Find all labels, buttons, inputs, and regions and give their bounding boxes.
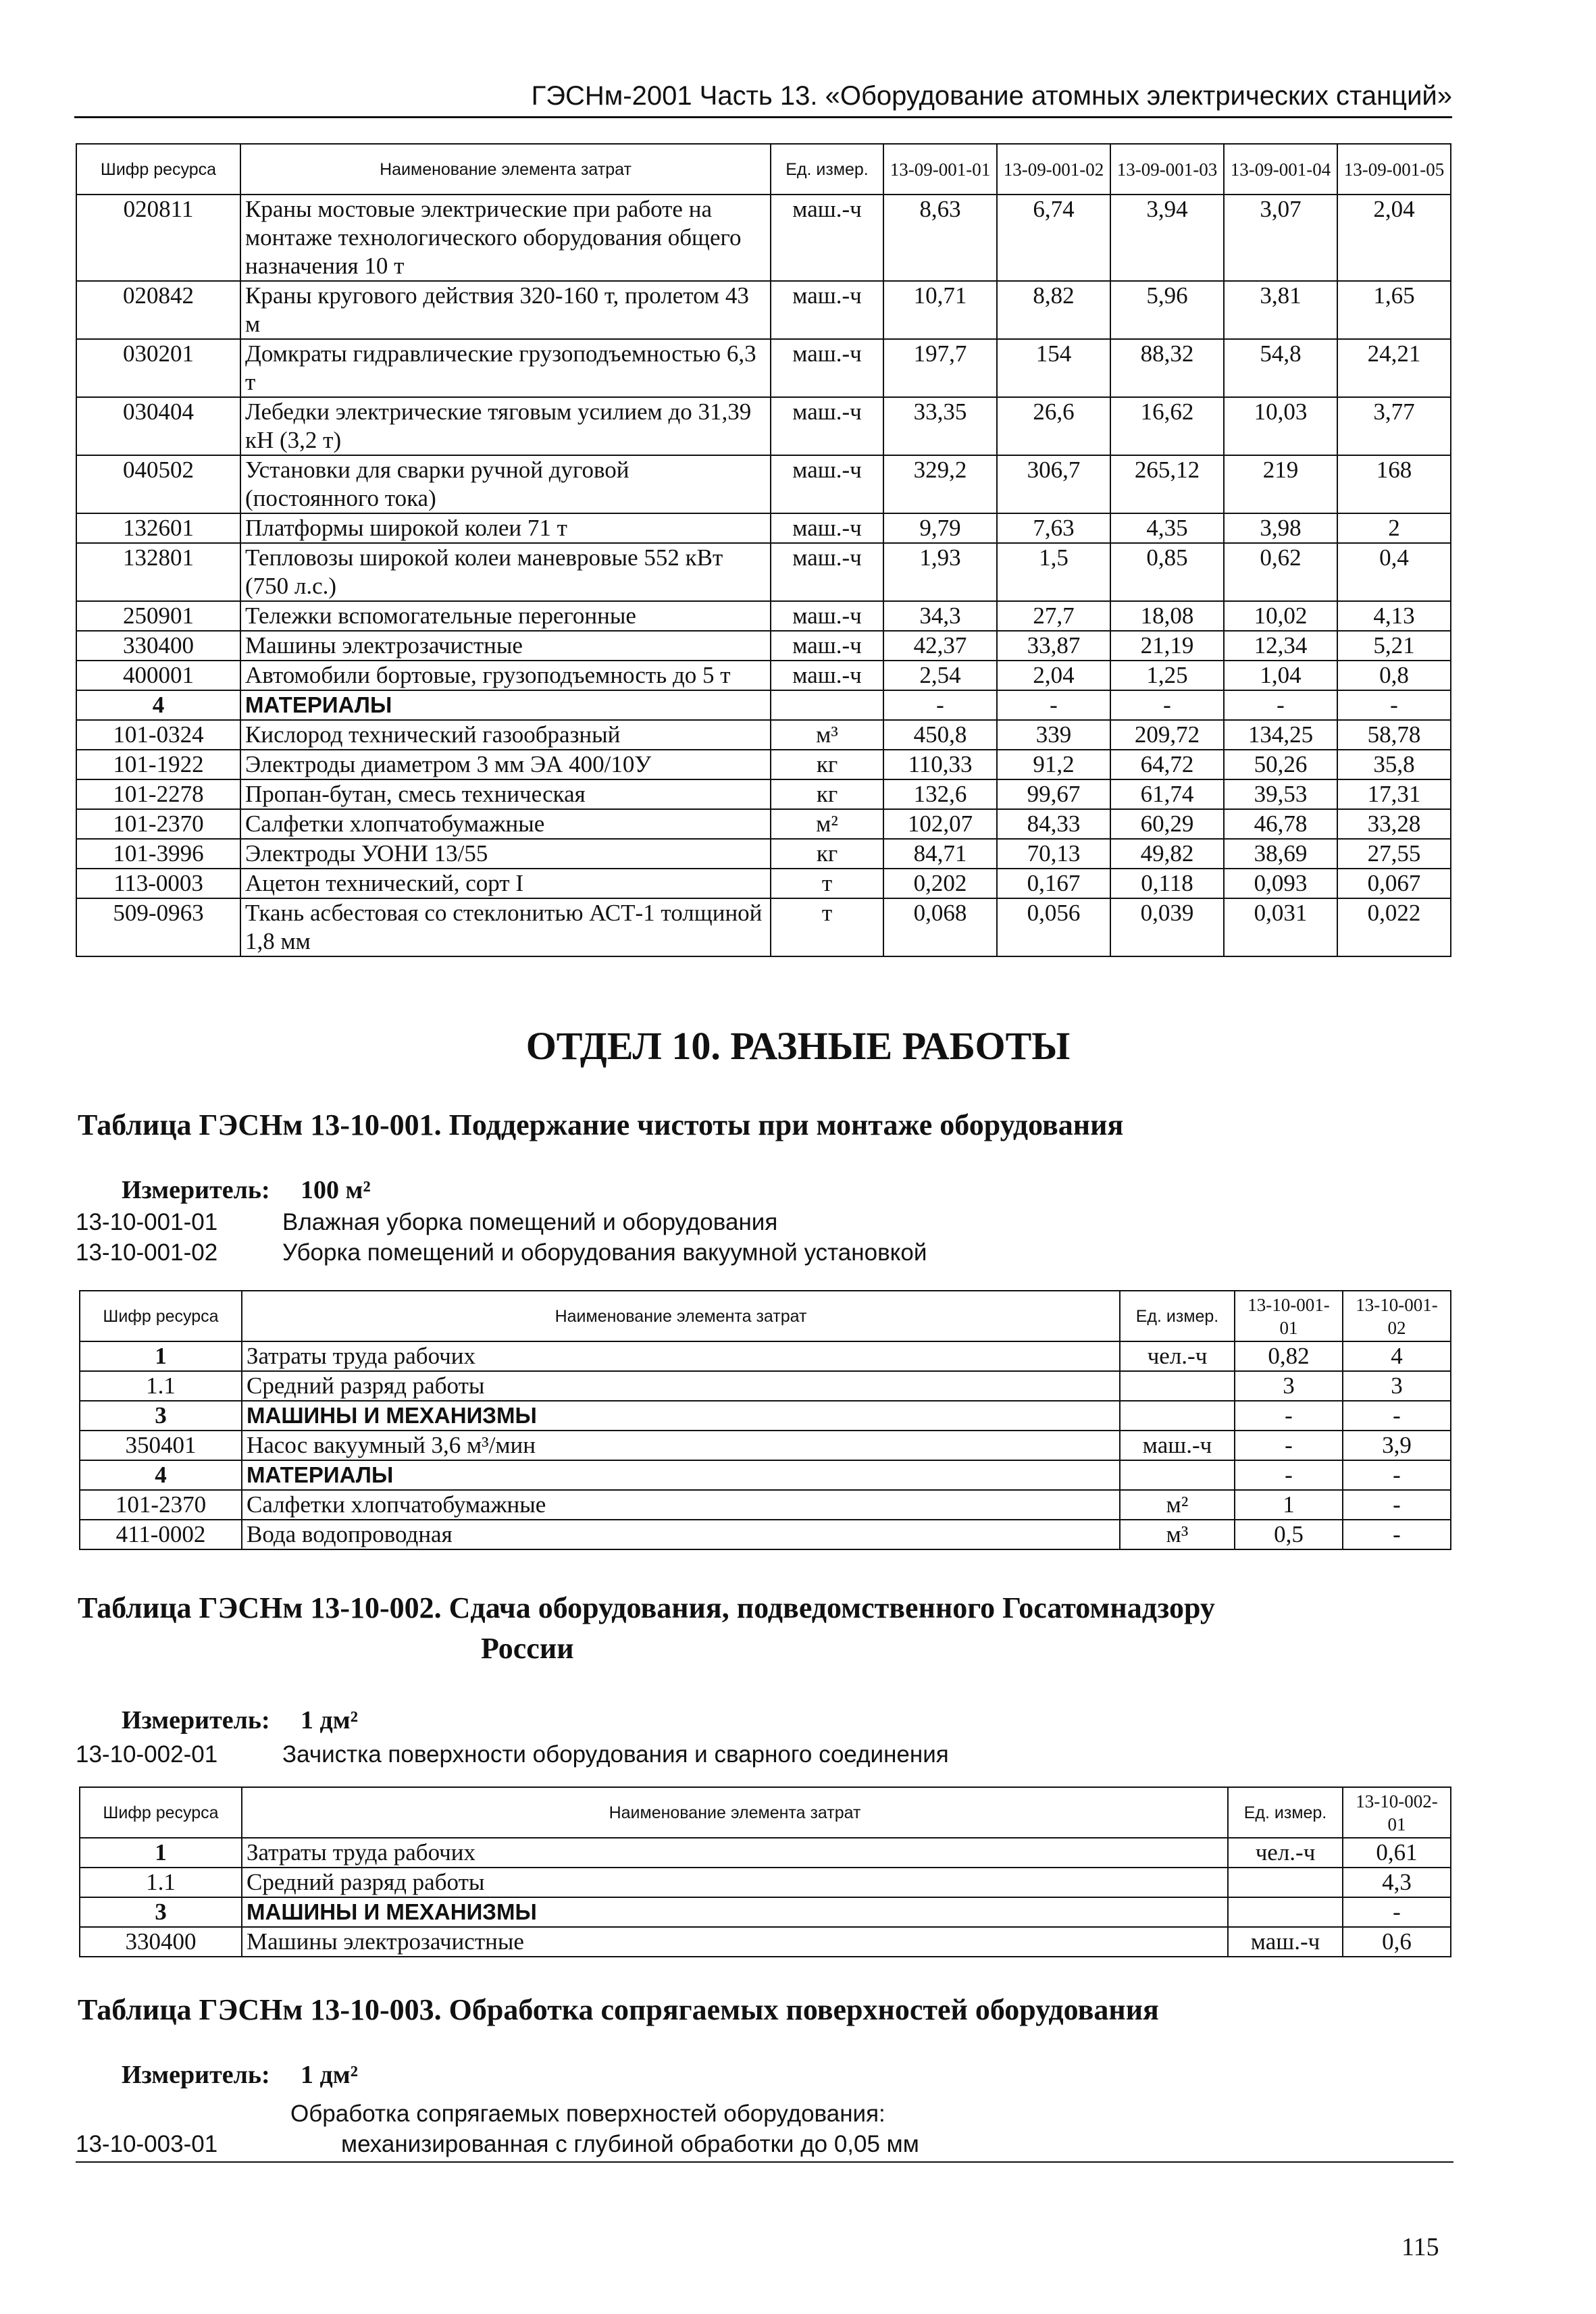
resource-value: 42,37 [883,631,997,661]
resource-unit: маш.-ч [771,543,883,601]
resource-code: 4 [76,690,240,720]
column-header: Шифр ресурса [80,1787,242,1838]
resource-value: 4,13 [1337,601,1451,631]
resource-value: - [1235,1460,1343,1490]
resource-value: 1,25 [1110,661,1224,690]
resource-value: 154 [997,339,1110,397]
resource-code: 1 [80,1341,242,1371]
resource-value: 1,04 [1224,661,1337,690]
table-title-13-10-002-cont: России [481,1632,574,1665]
resource-name: Краны мостовые электрические при работе на монтаже технологического оборудования общего назначения 10 т [240,195,771,281]
measure-value: 1 дм² [301,1706,358,1734]
resource-unit: маш.-ч [771,513,883,543]
resource-name: Автомобили бортовые, грузоподъемность до 5 т [240,661,771,690]
resource-value: 46,78 [1224,809,1337,839]
resource-unit: маш.-ч [771,631,883,661]
table-row [80,1460,1451,1490]
resource-value: 18,08 [1110,601,1224,631]
resource-unit: маш.-ч [1228,1927,1343,1957]
resource-value: 3,07 [1224,195,1337,281]
table-row [80,1868,1451,1897]
resource-code: 509-0963 [76,898,240,956]
resource-code: 3 [80,1401,242,1431]
resource-value: 1,65 [1337,281,1451,339]
resource-name: Салфетки хлопчатобумажные [242,1490,1120,1520]
resource-value: 24,21 [1337,339,1451,397]
resource-unit [1120,1371,1235,1401]
resource-value: 2,04 [997,661,1110,690]
table-row [76,195,1451,281]
resource-name: МАТЕРИАЛЫ [240,690,771,720]
resource-value: 0,4 [1337,543,1451,601]
resource-unit: чел.-ч [1228,1838,1343,1868]
table-row [80,1897,1451,1927]
resource-name: Насос вакуумный 3,6 м³/мин [242,1431,1120,1460]
resource-value: 1 [1235,1490,1343,1520]
resource-code: 101-3996 [76,839,240,869]
resource-value: 16,62 [1110,397,1224,455]
table-row [76,839,1451,869]
table-row [80,1490,1451,1520]
resource-value: 0,5 [1235,1520,1343,1549]
column-header: 13-09-001-03 [1110,144,1224,195]
column-header: 13-10-002-01 [1343,1787,1451,1838]
resource-unit: маш.-ч [771,339,883,397]
resource-name: Машины электрозачистные [242,1927,1228,1957]
resource-value: 0,6 [1343,1927,1451,1957]
resource-name: МАТЕРИАЛЫ [242,1460,1120,1490]
resource-unit: т [771,898,883,956]
resource-name: Кислород технический газообразный [240,720,771,750]
column-header: 13-10-001-01 [1235,1291,1343,1341]
resource-value: 3,98 [1224,513,1337,543]
resource-value: 0,62 [1224,543,1337,601]
resource-value: - [883,690,997,720]
table-row [80,1838,1451,1868]
resource-value: 33,35 [883,397,997,455]
resource-value: 33,87 [997,631,1110,661]
resource-name: Затраты труда рабочих [242,1838,1228,1868]
resource-value: 35,8 [1337,750,1451,779]
resource-value: 134,25 [1224,720,1337,750]
resource-value: - [1224,690,1337,720]
resource-unit: м² [771,809,883,839]
page-header: ГЭСНм-2001 Часть 13. «Оборудование атомных электрических станций» [531,81,1452,111]
resource-value: 265,12 [1110,455,1224,513]
resource-code: 040502 [76,455,240,513]
table-row [76,513,1451,543]
resource-value: 329,2 [883,455,997,513]
resource-value: 60,29 [1110,809,1224,839]
resource-value: 0,167 [997,869,1110,898]
item-desc: Зачистка поверхности оборудования и сварного соединения [282,1741,949,1768]
table-title-13-10-001: Таблица ГЭСНм 13-10-001. Поддержание чистоты при монтаже оборудования [78,1108,1124,1141]
measure-value: 1 дм² [301,2061,358,2089]
resource-name: Машины электрозачистные [240,631,771,661]
resource-code: 350401 [80,1431,242,1460]
resource-value: 0,022 [1337,898,1451,956]
resource-value: 84,71 [883,839,997,869]
resource-code: 101-2370 [80,1490,242,1520]
column-header: Ед. измер. [1228,1787,1343,1838]
table-row [80,1371,1451,1401]
resource-value: 0,039 [1110,898,1224,956]
resource-value: 21,19 [1110,631,1224,661]
table-row [76,631,1451,661]
resource-unit: кг [771,750,883,779]
table-row [76,455,1451,513]
table-row [76,281,1451,339]
resource-unit: м² [1120,1490,1235,1520]
resource-unit [1228,1897,1343,1927]
table-row [80,1431,1451,1460]
resource-unit: кг [771,779,883,809]
table-row [76,543,1451,601]
table-row [76,397,1451,455]
resource-value: - [1110,690,1224,720]
resource-value: 102,07 [883,809,997,839]
resource-table-13-10-002 [79,1786,1451,1957]
resource-unit [771,690,883,720]
resource-code: 101-0324 [76,720,240,750]
resource-name: Вода водопроводная [242,1520,1120,1549]
resource-value: 209,72 [1110,720,1224,750]
resource-value: - [1337,690,1451,720]
resource-value: 8,63 [883,195,997,281]
column-header: Шифр ресурса [80,1291,242,1341]
column-header: Ед. измер. [771,144,883,195]
table-row [76,869,1451,898]
resource-name: Установки для сварки ручной дуговой (постоянного тока) [240,455,771,513]
resource-value: 6,74 [997,195,1110,281]
resource-value: 39,53 [1224,779,1337,809]
resource-name: Пропан-бутан, смесь техническая [240,779,771,809]
table-row [76,779,1451,809]
bottom-rule [76,2161,1453,2163]
resource-value: 10,03 [1224,397,1337,455]
resource-value: 2,54 [883,661,997,690]
resource-name: Платформы широкой колеи 71 т [240,513,771,543]
resource-value: 3,77 [1337,397,1451,455]
resource-unit: маш.-ч [771,455,883,513]
resource-name: МАШИНЫ И МЕХАНИЗМЫ [242,1401,1120,1431]
resource-value: 61,74 [1110,779,1224,809]
resource-code: 113-0003 [76,869,240,898]
resource-value: 306,7 [997,455,1110,513]
resource-unit: маш.-ч [771,601,883,631]
resource-value: 2,04 [1337,195,1451,281]
resource-value: 10,71 [883,281,997,339]
resource-value: 3,81 [1224,281,1337,339]
table-row [76,339,1451,397]
resource-name: Ткань асбестовая со стеклонитью АСТ-1 толщиной 1,8 мм [240,898,771,956]
resource-name: Затраты труда рабочих [242,1341,1120,1371]
column-header: 13-09-001-02 [997,144,1110,195]
item-code: 13-10-001-01 [76,1209,218,1235]
table-title-13-10-002: Таблица ГЭСНм 13-10-002. Сдача оборудования, подведомственного Госатомнадзору [78,1591,1215,1624]
resource-value: - [1343,1460,1451,1490]
resource-table-13-10-001 [79,1290,1451,1550]
resource-name: Салфетки хлопчатобумажные [240,809,771,839]
resource-value: 2 [1337,513,1451,543]
resource-value: 38,69 [1224,839,1337,869]
column-header: 13-10-001-02 [1343,1291,1451,1341]
resource-value: 9,79 [883,513,997,543]
resource-value: 0,056 [997,898,1110,956]
table-row [76,690,1451,720]
resource-value: - [1343,1490,1451,1520]
column-header: 13-09-001-05 [1337,144,1451,195]
resource-value: 26,6 [997,397,1110,455]
resource-code: 4 [80,1460,242,1490]
resource-value: 132,6 [883,779,997,809]
resource-code: 132801 [76,543,240,601]
item-desc: механизированная с глубиной обработки до 0,05 мм [341,2131,919,2157]
resource-value: 0,61 [1343,1838,1451,1868]
resource-value: 0,093 [1224,869,1337,898]
resource-code: 330400 [76,631,240,661]
resource-value: 1,93 [883,543,997,601]
resource-unit: м³ [1120,1520,1235,1549]
resource-code: 101-2370 [76,809,240,839]
resource-value: 27,7 [997,601,1110,631]
item-desc: Уборка помещений и оборудования вакуумной установкой [282,1239,927,1266]
resource-value: 84,33 [997,809,1110,839]
resource-value: - [1343,1520,1451,1549]
resource-unit: кг [771,839,883,869]
measure-value: 100 м² [301,1176,371,1204]
resource-name: Тележки вспомогательные перегонные [240,601,771,631]
resource-value: 49,82 [1110,839,1224,869]
resource-unit: маш.-ч [771,281,883,339]
header-rule [74,116,1452,118]
column-header: Наименование элемента затрат [242,1291,1120,1341]
section-title: ОТДЕЛ 10. РАЗНЫЕ РАБОТЫ [525,1024,1071,1068]
resource-value: 3,9 [1343,1431,1451,1460]
resource-table-13-09 [76,143,1451,957]
resource-value: 7,63 [997,513,1110,543]
resource-code: 411-0002 [80,1520,242,1549]
column-header: 13-09-001-04 [1224,144,1337,195]
resource-value: 4,3 [1343,1868,1451,1897]
resource-value: 219 [1224,455,1337,513]
resource-value: 34,3 [883,601,997,631]
resource-value: 50,26 [1224,750,1337,779]
measure-label: Измеритель: [122,1176,270,1204]
resource-name: Средний разряд работы [242,1868,1228,1897]
table-row [80,1927,1451,1957]
column-header: Ед. измер. [1120,1291,1235,1341]
resource-value: 0,067 [1337,869,1451,898]
resource-value: 33,28 [1337,809,1451,839]
resource-code: 1.1 [80,1868,242,1897]
resource-value: 10,02 [1224,601,1337,631]
resource-name: Тепловозы широкой колеи маневровые 552 кВт (750 л.с.) [240,543,771,601]
table-row [76,898,1451,956]
resource-unit: маш.-ч [1120,1431,1235,1460]
resource-code: 330400 [80,1927,242,1957]
resource-code: 132601 [76,513,240,543]
resource-value: 0,82 [1235,1341,1343,1371]
resource-value: 0,85 [1110,543,1224,601]
resource-unit [1228,1868,1343,1897]
table-row [76,661,1451,690]
resource-value: 0,068 [883,898,997,956]
resource-name: Краны кругового действия 320-160 т, пролетом 43 м [240,281,771,339]
resource-value: 27,55 [1337,839,1451,869]
resource-value: 339 [997,720,1110,750]
table-row [80,1520,1451,1549]
resource-name: Лебедки электрические тяговым усилием до 31,39 кН (3,2 т) [240,397,771,455]
resource-code: 101-1922 [76,750,240,779]
resource-code: 400001 [76,661,240,690]
table-row [76,750,1451,779]
resource-value: 54,8 [1224,339,1337,397]
column-header: Наименование элемента затрат [240,144,771,195]
table-row [76,601,1451,631]
resource-name: Электроды УОНИ 13/55 [240,839,771,869]
table-row [80,1401,1451,1431]
resource-unit: т [771,869,883,898]
resource-value: - [997,690,1110,720]
item-desc: Влажная уборка помещений и оборудования [282,1209,778,1235]
resource-value: 64,72 [1110,750,1224,779]
resource-name: МАШИНЫ И МЕХАНИЗМЫ [242,1897,1228,1927]
resource-unit: маш.-ч [771,397,883,455]
resource-unit [1120,1401,1235,1431]
resource-value: 70,13 [997,839,1110,869]
resource-value: - [1235,1431,1343,1460]
resource-value: 4,35 [1110,513,1224,543]
resource-value: 5,96 [1110,281,1224,339]
resource-unit [1120,1460,1235,1490]
resource-value: 8,82 [997,281,1110,339]
table-row [76,809,1451,839]
resource-code: 030201 [76,339,240,397]
resource-value: 197,7 [883,339,997,397]
resource-value: 58,78 [1337,720,1451,750]
resource-code: 101-2278 [76,779,240,809]
resource-value: - [1343,1401,1451,1431]
resource-value: 450,8 [883,720,997,750]
resource-value: 1,5 [997,543,1110,601]
resource-code: 020842 [76,281,240,339]
resource-value: 3 [1235,1371,1343,1401]
resource-value: 99,67 [997,779,1110,809]
resource-code: 250901 [76,601,240,631]
resource-unit: чел.-ч [1120,1341,1235,1371]
resource-value: 3 [1343,1371,1451,1401]
item-code: 13-10-002-01 [76,1741,218,1768]
resource-code: 1.1 [80,1371,242,1401]
resource-value: 12,34 [1224,631,1337,661]
column-header: Наименование элемента затрат [242,1787,1228,1838]
resource-unit: маш.-ч [771,661,883,690]
table-title-13-10-003: Таблица ГЭСНм 13-10-003. Обработка сопрягаемых поверхностей оборудования [78,1993,1159,2026]
resource-value: 17,31 [1337,779,1451,809]
resource-value: - [1235,1401,1343,1431]
resource-value: 0,118 [1110,869,1224,898]
resource-name: Электроды диаметром 3 мм ЭА 400/10У [240,750,771,779]
item-code: 13-10-003-01 [76,2131,218,2157]
resource-value: 0,202 [883,869,997,898]
column-header: Шифр ресурса [76,144,240,195]
resource-value: 110,33 [883,750,997,779]
measure-label: Измеритель: [122,1706,270,1734]
resource-code: 3 [80,1897,242,1927]
page-number: 115 [1401,2233,1439,2261]
resource-value: - [1343,1897,1451,1927]
resource-value: 3,94 [1110,195,1224,281]
resource-code: 1 [80,1838,242,1868]
resource-value: 0,8 [1337,661,1451,690]
table-row [76,720,1451,750]
resource-value: 168 [1337,455,1451,513]
resource-value: 0,031 [1224,898,1337,956]
resource-unit: м³ [771,720,883,750]
resource-name: Ацетон технический, сорт I [240,869,771,898]
resource-value: 5,21 [1337,631,1451,661]
resource-name: Домкраты гидравлические грузоподъемностью 6,3 т [240,339,771,397]
resource-value: 91,2 [997,750,1110,779]
resource-value: 4 [1343,1341,1451,1371]
resource-code: 030404 [76,397,240,455]
resource-code: 020811 [76,195,240,281]
column-header: 13-09-001-01 [883,144,997,195]
resource-name: Средний разряд работы [242,1371,1120,1401]
item-group: Обработка сопрягаемых поверхностей оборудования: [290,2101,885,2127]
item-code: 13-10-001-02 [76,1239,218,1266]
table-row [80,1341,1451,1371]
resource-unit: маш.-ч [771,195,883,281]
measure-label: Измеритель: [122,2061,270,2089]
resource-value: 88,32 [1110,339,1224,397]
